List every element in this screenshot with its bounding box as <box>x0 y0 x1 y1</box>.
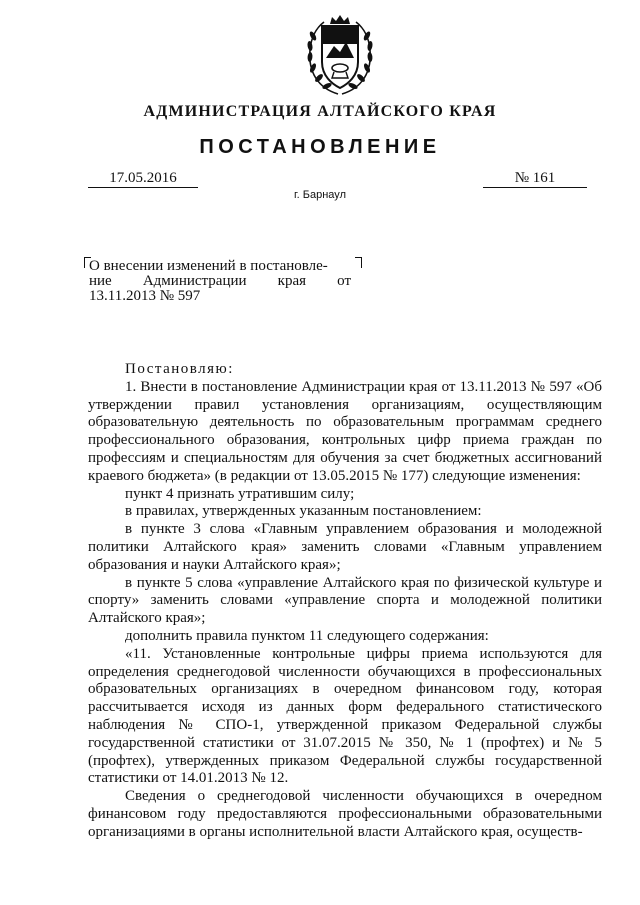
document-city: г. Барнаул <box>294 189 346 201</box>
body-paragraph: дополнить правила пунктом 11 следующего содержания: <box>125 627 489 644</box>
body-paragraph: 1. Внести в постановление Администрации края от 13.11.2013 № 597 «Об утверждении правил установления организациям, осуществляющим образовательную деятельность по образовательным программам среднего профессионального образования, контрольных цифр приема граждан по профессиям и специальностям для обучения за счет бюджетных ассигнований краевого бюджета» (в редакции от 13.05.2015 № 177) следующие изменения: <box>88 378 602 484</box>
body-paragraph: Сведения о среднегодовой численности обучающихся в очередном финансовом году предоставляются профессиональными образовательными организациями в органы исполнительной власти Алтайского края, осуществ- <box>88 788 602 840</box>
document-number: № 161 <box>483 169 587 188</box>
decree-word: Постановляю: <box>125 361 234 377</box>
document-body <box>88 361 602 842</box>
document-subject <box>89 259 351 304</box>
subject-line-3: 13.11.2013 № 597 <box>89 288 201 304</box>
document-type-title: ПОСТАНОВЛЕНИЕ <box>199 136 441 158</box>
altai-krai-coat-of-arms-emblem <box>304 14 376 98</box>
body-paragraph: пункт 4 признать утратившим силу; <box>125 485 355 502</box>
document-date: 17.05.2016 <box>88 169 198 188</box>
subject-line-2: ние Администрации края от <box>89 273 351 289</box>
body-paragraph: «11. Установленные контрольные цифры приема используются для определения среднегодовой численности обучающихся в профессиональных образовательных организациях в очередном финансовом году, которая рассчитывается исходя из данных форм федерального статистического наблюдения № СПО-1, утвержденной приказом Федеральной службы государственной статистики от 31.07.2015 № 350, № 1 (профтех) и № 5 (профтех), утвержденных приказом Федеральной службы государственной статистики от 14.01.2013 № 12. <box>88 645 602 787</box>
organization-name: АДМИНИСТРАЦИЯ АЛТАЙСКОГО КРАЯ <box>143 103 497 120</box>
subject-line-1: О внесении изменений в постановле- <box>89 258 328 274</box>
body-paragraph: в пункте 3 слова «Главным управлением образования и молодежной политики Алтайского края» заменить словами «Главным управлением образования и науки Алтайского края»; <box>88 521 602 573</box>
subject-bracket-right <box>355 257 362 268</box>
body-paragraph: в пункте 5 слова «управление Алтайского края по физической культуре и спорту» заменить словами «управление спорта и молодежной политики Алтайского края»; <box>88 574 602 627</box>
body-paragraph: в правилах, утвержденных указанным постановлением: <box>125 503 482 520</box>
